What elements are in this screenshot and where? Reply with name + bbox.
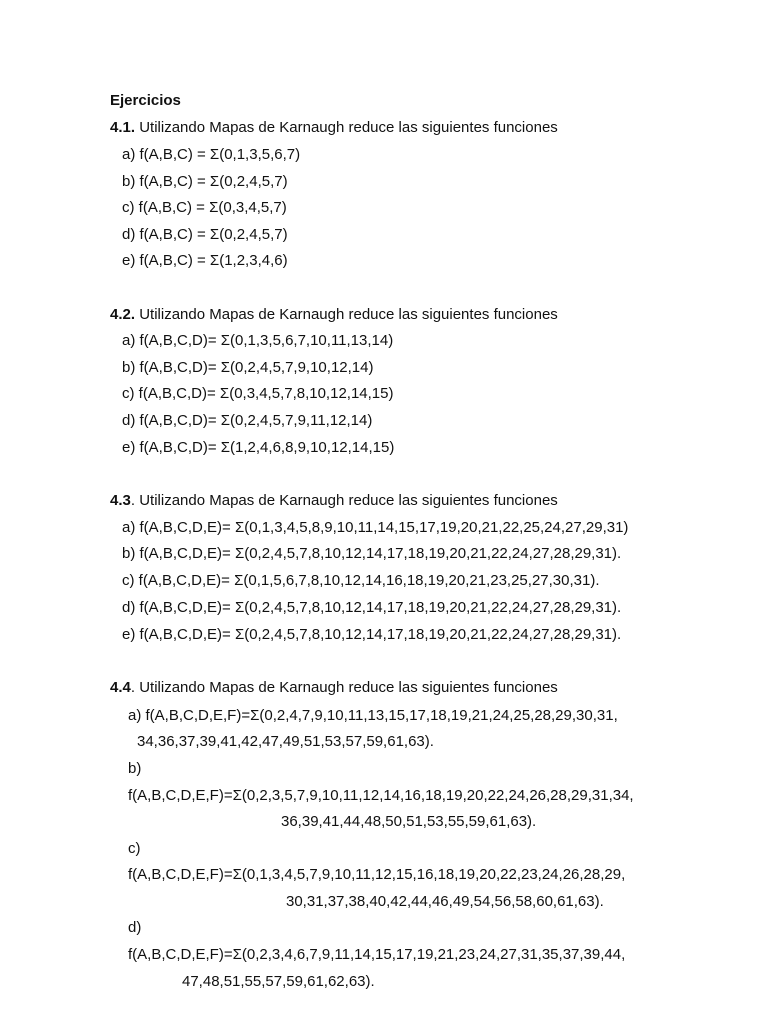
section-title-text: . Utilizando Mapas de Karnaugh reduce las siguientes funciones: [130, 679, 558, 696]
section-title-text: . Utilizando Mapas de Karnaugh reduce las siguientes funciones: [130, 492, 558, 509]
exercise-item: d) f(A,B,C) = Σ(0,2,4,5,7): [122, 226, 288, 243]
section-4-3-title: [110, 492, 558, 510]
exercise-item: c) f(A,B,C) = Σ(0,3,4,5,7): [122, 199, 287, 216]
exercise-item: f(A,B,C,D,E,F)=Σ(0,2,3,4,6,7,9,11,14,15,17,19,21,23,24,27,31,35,37,39,44,: [128, 946, 626, 963]
exercise-item-continuation: 34,36,37,39,41,42,47,49,51,53,57,59,61,63).: [137, 733, 434, 750]
exercise-item: c) f(A,B,C,D)= Σ(0,3,4,5,7,8,10,12,14,15): [122, 385, 394, 402]
exercise-item: d) f(A,B,C,D,E)= Σ(0,2,4,5,7,8,10,12,14,17,18,19,20,21,22,24,27,28,29,31).: [122, 599, 622, 616]
exercise-item: f(A,B,C,D,E,F)=Σ(0,1,3,4,5,7,9,10,11,12,15,16,18,19,20,22,23,24,26,28,29,: [128, 866, 626, 883]
document-heading: Ejercicios: [110, 92, 181, 109]
section-title-text: Utilizando Mapas de Karnaugh reduce las siguientes funciones: [135, 119, 558, 136]
exercise-item: e) f(A,B,C) = Σ(1,2,3,4,6): [122, 252, 288, 269]
exercise-item-continuation: 30,31,37,38,40,42,44,46,49,54,56,58,60,61,63).: [286, 893, 604, 910]
exercise-item-continuation: 47,48,51,55,57,59,61,62,63).: [182, 973, 375, 990]
exercise-item: f(A,B,C,D,E,F)=Σ(0,2,3,5,7,9,10,11,12,14,16,18,19,20,22,24,26,28,29,31,34,: [128, 787, 634, 804]
section-number: 4.3: [110, 492, 131, 509]
exercise-item: c) f(A,B,C,D,E)= Σ(0,1,5,6,7,8,10,12,14,16,18,19,20,21,23,25,27,30,31).: [122, 572, 600, 589]
exercise-item: b) f(A,B,C,D)= Σ(0,2,4,5,7,9,10,12,14): [122, 359, 374, 376]
exercise-item: d) f(A,B,C,D)= Σ(0,2,4,5,7,9,11,12,14): [122, 412, 373, 429]
section-4-2-title: [110, 306, 558, 324]
exercise-item: a) f(A,B,C,D,E)= Σ(0,1,3,4,5,8,9,10,11,14,15,17,19,20,21,22,25,24,27,29,31): [122, 519, 629, 536]
section-number: 4.1.: [110, 119, 136, 136]
exercise-item-label: c): [128, 840, 141, 857]
section-number: 4.2.: [110, 306, 136, 323]
exercise-item: a) f(A,B,C) = Σ(0,1,3,5,6,7): [122, 146, 301, 163]
exercise-item: a) f(A,B,C,D)= Σ(0,1,3,5,6,7,10,11,13,14): [122, 332, 394, 349]
exercise-item: e) f(A,B,C,D)= Σ(1,2,4,6,8,9,10,12,14,15): [122, 439, 395, 456]
exercise-item: e) f(A,B,C,D,E)= Σ(0,2,4,5,7,8,10,12,14,17,18,19,20,21,22,24,27,28,29,31).: [122, 626, 622, 643]
exercise-item-continuation: 36,39,41,44,48,50,51,53,55,59,61,63).: [281, 813, 537, 830]
exercise-item: b) f(A,B,C,D,E)= Σ(0,2,4,5,7,8,10,12,14,17,18,19,20,21,22,24,27,28,29,31).: [122, 545, 622, 562]
exercise-item-label: d): [128, 919, 142, 936]
exercise-item: b) f(A,B,C) = Σ(0,2,4,5,7): [122, 173, 288, 190]
section-4-1-title: [110, 119, 558, 137]
exercise-item-label: b): [128, 760, 142, 777]
section-title-text: Utilizando Mapas de Karnaugh reduce las siguientes funciones: [135, 306, 558, 323]
section-4-4-title: [110, 679, 558, 697]
exercise-item: a) f(A,B,C,D,E,F)=Σ(0,2,4,7,9,10,11,13,15,17,18,19,21,24,25,28,29,30,31,: [128, 707, 618, 724]
section-number: 4.4: [110, 679, 131, 696]
